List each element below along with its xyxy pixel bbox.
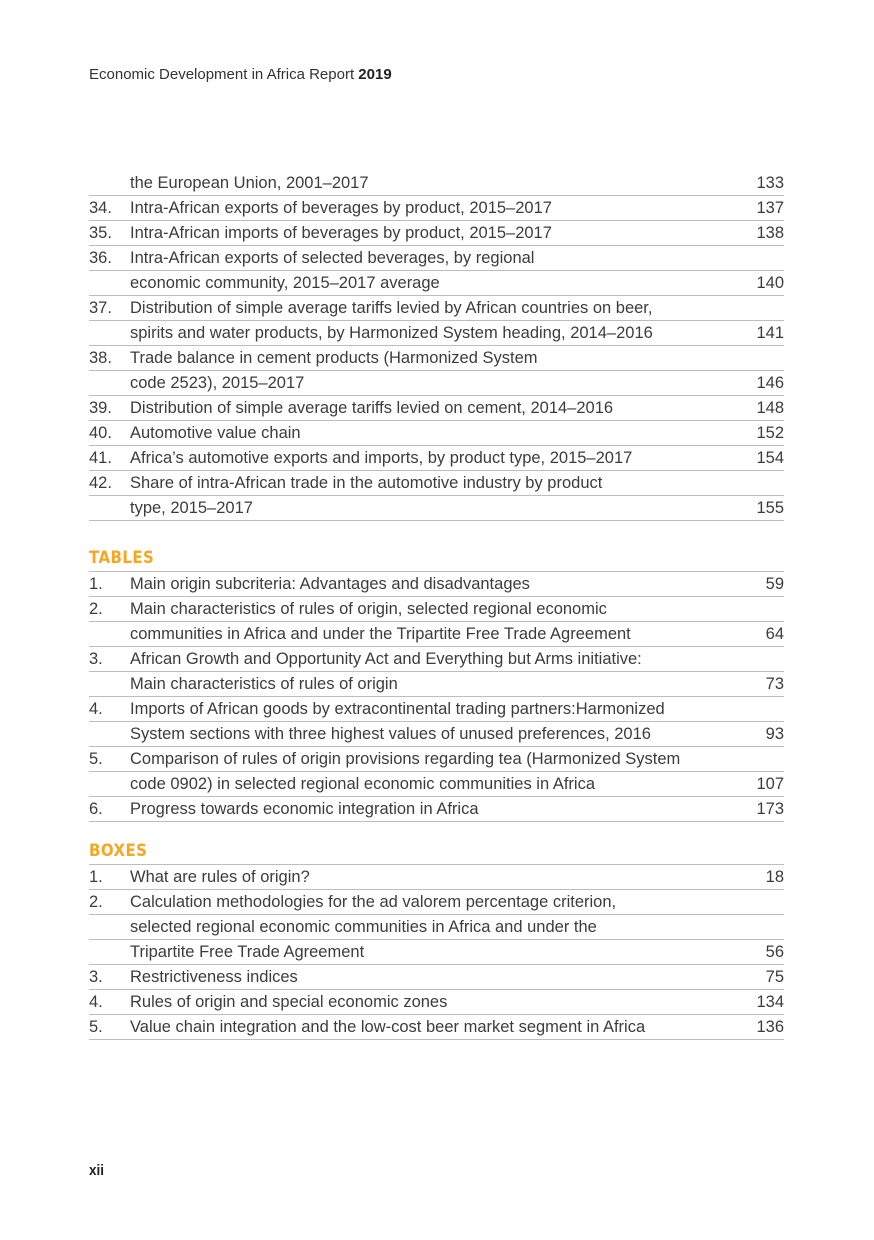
entry-number: 34.: [89, 199, 112, 217]
entry-number: [89, 622, 130, 646]
toc-entry[interactable]: [89, 671, 784, 696]
entry-title: Calculation methodologies for the ad valorem percentage criterion,: [130, 893, 617, 911]
entry-page-number: 148: [756, 399, 784, 417]
boxes-rows: [89, 864, 784, 1040]
toc-entry[interactable]: [89, 889, 784, 914]
entry-number: 1.: [89, 868, 103, 886]
entry-page-number: 136: [756, 1018, 784, 1036]
entry-number: 42.: [89, 474, 112, 492]
entry-number: 4.: [89, 993, 103, 1011]
toc-entry[interactable]: [89, 771, 784, 796]
toc-entry[interactable]: [89, 345, 784, 370]
entry-page-number: [734, 647, 784, 671]
entry-number: [89, 271, 130, 295]
entry-number: 2.: [89, 893, 103, 911]
entry-title: What are rules of origin?: [130, 868, 310, 886]
toc-entry[interactable]: [89, 395, 784, 420]
entry-title: Main characteristics of rules of origin, selected regional economic: [130, 600, 607, 618]
entry-title: Main characteristics of rules of origin: [130, 675, 398, 693]
entry-number: 5.: [89, 1018, 103, 1036]
entry-title: Distribution of simple average tariffs levied by African countries on beer,: [130, 299, 653, 317]
toc-entry[interactable]: [89, 796, 784, 821]
entry-number: 36.: [89, 249, 112, 267]
toc-entry[interactable]: [89, 370, 784, 395]
figures-list-continued: [89, 171, 784, 521]
toc-entry[interactable]: [89, 445, 784, 470]
entry-number: 4.: [89, 700, 103, 718]
entry-number: [89, 171, 130, 195]
entry-title: Intra-African exports of selected beverages, by regional: [130, 249, 535, 267]
entry-number: [89, 371, 130, 395]
entry-page-number: 173: [756, 800, 784, 818]
entry-number: 3.: [89, 650, 103, 668]
report-title: Economic Development in Africa Report: [89, 66, 355, 83]
tables-list: [89, 546, 784, 822]
toc-entry[interactable]: [89, 746, 784, 771]
entry-title: Intra-African imports of beverages by product, 2015–2017: [130, 224, 552, 242]
entry-title: code 0902) in selected regional economic communities in Africa: [130, 775, 595, 793]
entry-page-number: 64: [765, 625, 784, 643]
toc-entry[interactable]: [89, 964, 784, 989]
entry-page-number: [734, 597, 784, 621]
toc-entry[interactable]: [89, 171, 784, 195]
entry-page-number: 56: [765, 943, 784, 961]
entry-number: 6.: [89, 800, 103, 818]
entry-page-number: 134: [756, 993, 784, 1011]
entry-title: type, 2015–2017: [130, 499, 253, 517]
entry-title: Rules of origin and special economic zones: [130, 993, 448, 1011]
entry-title: Progress towards economic integration in Africa: [130, 800, 479, 818]
tables-section-title: TABLES: [89, 548, 155, 568]
entry-number: [89, 915, 130, 939]
entry-page-number: [734, 471, 784, 495]
entry-page-number: 107: [756, 775, 784, 793]
entry-page-number: 138: [756, 224, 784, 242]
boxes-section-title: BOXES: [89, 841, 148, 861]
toc-entry[interactable]: [89, 939, 784, 964]
entry-title: Restrictiveness indices: [130, 968, 298, 986]
entry-title: Africa’s automotive exports and imports, by product type, 2015–2017: [130, 449, 633, 467]
entry-number: 3.: [89, 968, 103, 986]
entry-title: communities in Africa and under the Tripartite Free Trade Agreement: [130, 625, 631, 643]
toc-entry[interactable]: [89, 470, 784, 495]
toc-entry[interactable]: [89, 495, 784, 520]
entry-title: Trade balance in cement products (Harmonized System: [130, 349, 538, 367]
toc-entry[interactable]: [89, 696, 784, 721]
toc-entry[interactable]: [89, 195, 784, 220]
entry-title: selected regional economic communities in Africa and under the: [130, 918, 597, 936]
toc-entry[interactable]: [89, 646, 784, 671]
report-year: 2019: [358, 66, 392, 83]
entry-number: [89, 772, 130, 796]
toc-entry[interactable]: [89, 245, 784, 270]
entry-page-number: 155: [756, 499, 784, 517]
entry-page-number: [734, 697, 784, 721]
entry-page-number: [734, 915, 784, 939]
entry-page-number: [734, 246, 784, 270]
entry-page-number: 73: [765, 675, 784, 693]
entry-title: Automotive value chain: [130, 424, 301, 442]
entry-page-number: 141: [756, 324, 784, 342]
entry-title: Intra-African exports of beverages by product, 2015–2017: [130, 199, 552, 217]
entry-page-number: 154: [756, 449, 784, 467]
entry-page-number: 133: [756, 174, 784, 192]
entry-title: Comparison of rules of origin provisions regarding tea (Harmonized System: [130, 750, 681, 768]
entry-number: [89, 672, 130, 696]
toc-entry[interactable]: [89, 295, 784, 320]
entry-number: 2.: [89, 600, 103, 618]
running-header: [89, 66, 392, 83]
entry-title: System sections with three highest values of unused preferences, 2016: [130, 725, 651, 743]
entry-title: Tripartite Free Trade Agreement: [130, 943, 365, 961]
entry-page-number: 146: [756, 374, 784, 392]
entry-page-number: 75: [765, 968, 784, 986]
entry-page-number: 152: [756, 424, 784, 442]
entry-number: 1.: [89, 575, 103, 593]
page-number: xii: [89, 1162, 105, 1179]
toc-entry[interactable]: [89, 621, 784, 646]
entry-page-number: [734, 346, 784, 370]
toc-entry[interactable]: [89, 420, 784, 445]
entry-number: 37.: [89, 299, 112, 317]
entry-number: [89, 722, 130, 746]
entry-title: Distribution of simple average tariffs levied on cement, 2014–2016: [130, 399, 614, 417]
entry-title: Share of intra-African trade in the automotive industry by product: [130, 474, 603, 492]
entry-number: 38.: [89, 349, 112, 367]
toc-entry[interactable]: [89, 596, 784, 621]
entry-page-number: [734, 747, 784, 771]
entry-number: [89, 940, 130, 964]
entry-number: 39.: [89, 399, 112, 417]
entry-number: [89, 321, 130, 345]
entry-page-number: 93: [765, 725, 784, 743]
entry-number: 35.: [89, 224, 112, 242]
entry-page-number: 59: [765, 575, 784, 593]
toc-entry[interactable]: [89, 270, 784, 295]
entry-title: Main origin subcriteria: Advantages and disadvantages: [130, 575, 530, 593]
figures-rows: [89, 171, 784, 521]
toc-entry[interactable]: [89, 721, 784, 746]
entry-title: code 2523), 2015–2017: [130, 374, 305, 392]
entry-page-number: 18: [765, 868, 784, 886]
toc-entry[interactable]: [89, 989, 784, 1014]
entry-title: Imports of African goods by extracontinental trading partners:Harmonized: [130, 700, 665, 718]
entry-number: 40.: [89, 424, 112, 442]
toc-entry[interactable]: [89, 914, 784, 939]
entry-page-number: [734, 296, 784, 320]
entry-number: 5.: [89, 750, 103, 768]
boxes-list: [89, 839, 784, 1040]
tables-rows: [89, 571, 784, 822]
entry-title: spirits and water products, by Harmonized System heading, 2014–2016: [130, 324, 653, 342]
entry-number: [89, 496, 130, 520]
entry-number: 41.: [89, 449, 112, 467]
entry-title: the European Union, 2001–2017: [130, 174, 369, 192]
toc-entry[interactable]: [89, 1014, 784, 1039]
toc-entry[interactable]: [89, 220, 784, 245]
entry-title: Value chain integration and the low-cost beer market segment in Africa: [130, 1018, 646, 1036]
entry-page-number: [734, 890, 784, 914]
entry-title: African Growth and Opportunity Act and Everything but Arms initiative:: [130, 650, 642, 668]
entry-page-number: 140: [756, 274, 784, 292]
toc-entry[interactable]: [89, 320, 784, 345]
entry-page-number: 137: [756, 199, 784, 217]
toc-entry[interactable]: [89, 864, 784, 889]
toc-entry[interactable]: [89, 571, 784, 596]
entry-title: economic community, 2015–2017 average: [130, 274, 440, 292]
